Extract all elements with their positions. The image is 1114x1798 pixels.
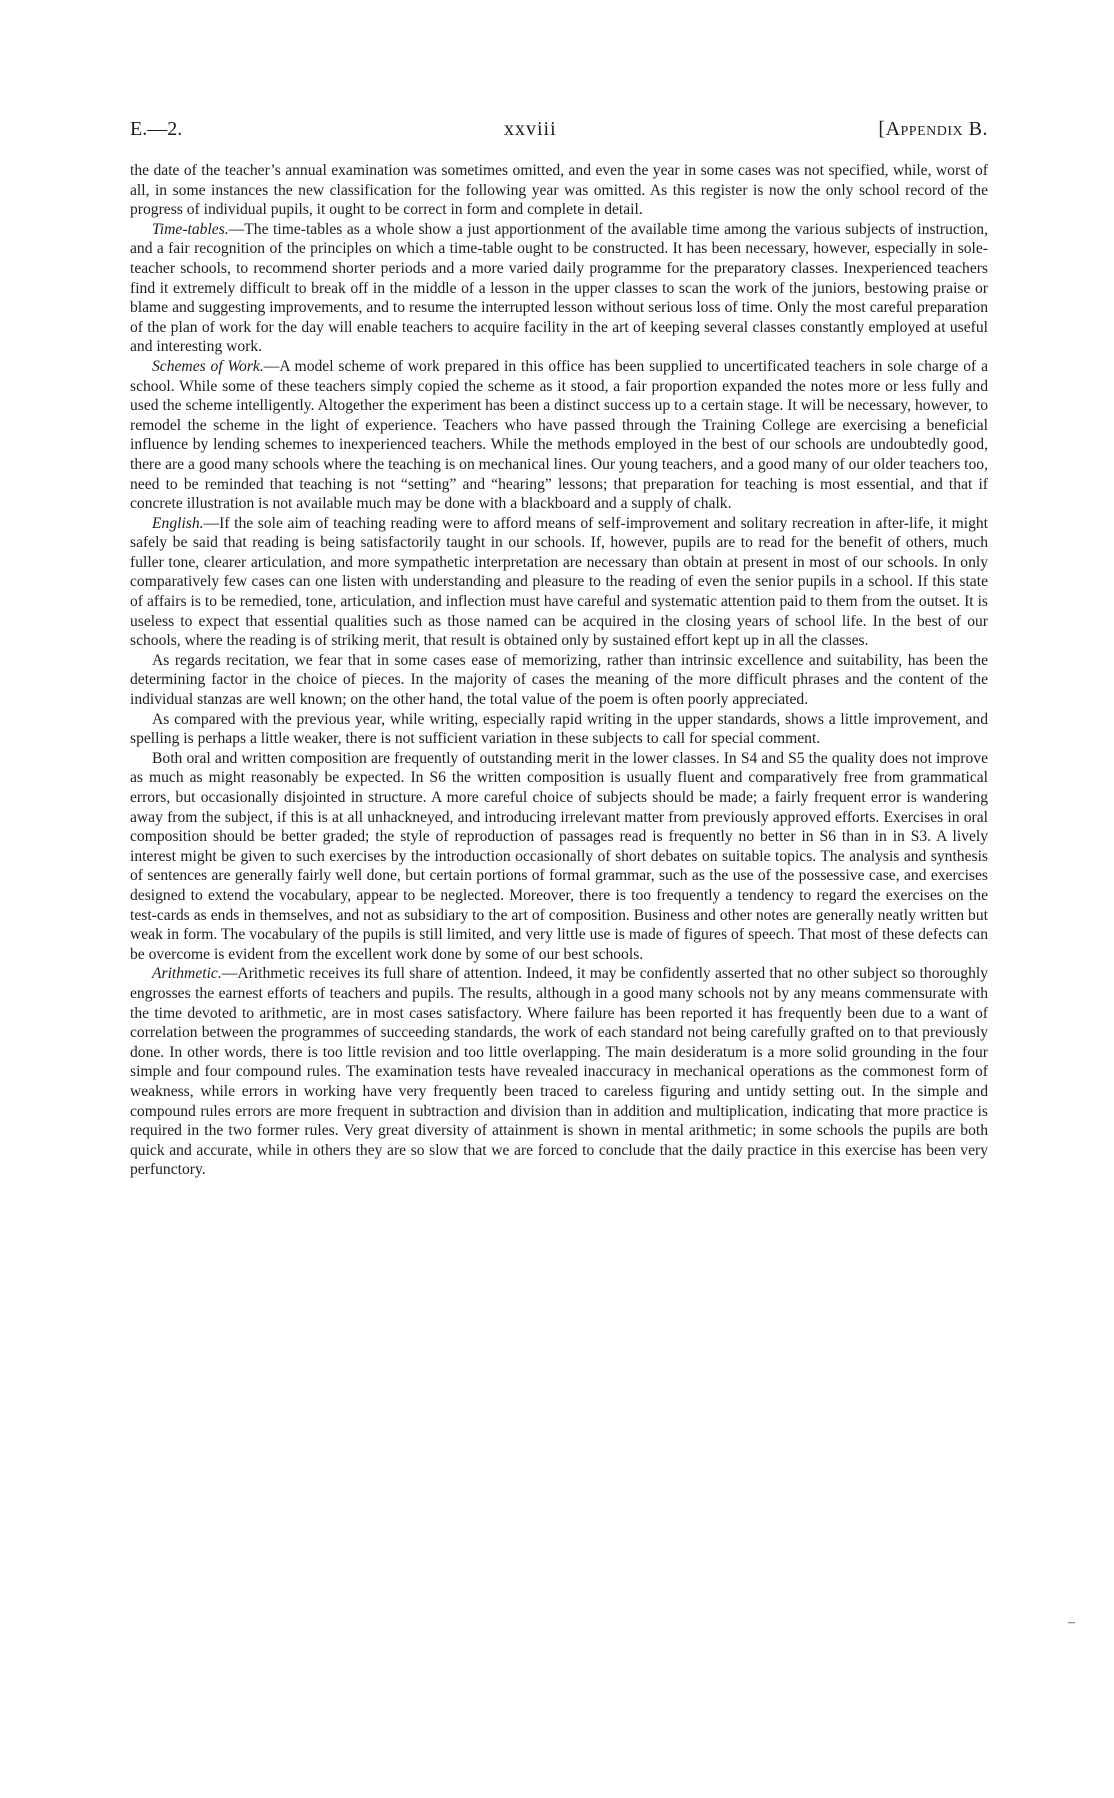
paragraph-writing: As compared with the previous year, while writing, especially rapid writing in the upper standards, shows a little improvement, and spelling is perhaps a little weaker, there is not sufficient variation in these subjects to call for special comment.: [130, 710, 988, 748]
paragraph-english: English.—If the sole aim of teaching reading were to afford means of self-improvement and solitary recreation in after-life, it might safely be said that reading is being satisfactorily taught in our schools. If, however, pupils are to read for the benefit of others, much fuller tone, clearer articulation, and more sympathetic interpretation are necessary than obtain at present in most of our schools. In only comparatively few cases can one listen with understanding and pleasure to the reading of even the senior pupils in a school. If this state of affairs is to be remedied, tone, articulation, and inflection must have careful and systematic attention paid to them from the outset. It is useless to expect that essential qualities such as those named can be acquired in the closing years of school life. In the best of our schools, where the reading is of striking merit, that result is obtained only by sustained effort kept up in all the classes.: [130, 514, 988, 650]
paragraph-recitation: As regards recitation, we fear that in some cases ease of memorizing, rather than intrinsic excellence and suitability, has been the determining factor in the choice of pieces. In the majority of cases the meaning of the more difficult phrases and the content of the individual stanzas are well known; on the other hand, the total value of the poem is often poorly appreciated.: [130, 651, 988, 709]
section-heading-schemes-of-work: Schemes of Work.: [152, 357, 264, 375]
section-heading-english: English.: [152, 514, 204, 532]
paragraph-arithmetic: Arithmetic.—Arithmetic receives its full share of attention. Indeed, it may be confidently asserted that no other subject so thoroughly engrosses the earnest efforts of teachers and pupils. The results, although in a good many schools not by any means commensurate with the time devoted to arithmetic, are in most cases satisfactory. Where failure has been reported it has frequently been due to a want of correlation between the programmes of succeeding standards, the work of each standard not being carefully grafted on to that previously done. In other words, there is too little revision and too little overlapping. The main desideratum is a more solid grounding in the four simple and four compound rules. The examination tests have revealed inaccuracy in mechanical operations as the commonest form of weakness, while errors in working have very frequently been traced to careless figuring and untidy setting out. In the simple and compound rules errors are more frequent in subtraction and division than in addition and multiplication, indicating that more practice is required in the two former rules. Very great diversity of attainment is shown in mental arithmetic; in some schools the pupils are both quick and accurate, while in others they are so slow that we are forced to conclude that the daily practice in this exercise has been very perfunctory.: [130, 965, 988, 1179]
section-heading-time-tables: Time-tables.: [152, 220, 229, 238]
paragraph-time-tables: Time-tables.—The time-tables as a whole show a just apportionment of the available time among the various subjects of instruction, and a fair recognition of the principles on which a time-table ought to be constructed. It has been necessary, however, especially in sole-teacher schools, to recommend shorter periods and a more varied daily programme for the preparatory classes. Inexperienced teachers find it extremely difficult to break off in the middle of a lesson in the upper classes to scan the work of the juniors, bestowing praise or blame and suggesting improvements, and to resume the interrupted lesson without serious loss of time. Only the most careful preparation of the plan of work for the day will enable teachers to acquire facility in the art of keeping several classes constantly employed at useful and interesting work.: [130, 220, 988, 356]
paragraph-schemes-of-work: Schemes of Work.—A model scheme of work prepared in this office has been supplied to uncertificated teachers in sole charge of a school. While some of these teachers simply copied the scheme as it stood, a fair proportion expanded the notes more or less fully and used the scheme intelligently. Altogether the experiment has been a distinct success up to a certain stage. It will be necessary, however, to remodel the scheme in the light of experience. Teachers who have passed through the Training College are exercising a beneficial influence by lending schemes to inexperienced teachers. While the methods employed in the best of our schools are undoubtedly good, there are a good many schools where the teaching is on mechanical lines. Our young teachers, and a good many of our older teachers too, need to be reminded that teaching is not “setting” and “hearing” lessons; that preparation for teaching is most essential, and that if concrete illustration is not available much may be done with a blackboard and a supply of chalk.: [130, 357, 988, 513]
header-appendix: [Appendix B.: [878, 118, 988, 140]
body-text: [130, 161, 988, 1180]
header-reference: E.—2.: [130, 118, 183, 140]
page-number: xxviii: [503, 118, 557, 140]
paragraph-register: the date of the teacher’s annual examination was sometimes omitted, and even the year in some cases was not specified, while, worst of all, in some instances the new classification for the following year was omitted. As this register is now the only school record of the progress of individual pupils, it ought to be correct in form and complete in detail.: [130, 162, 988, 219]
margin-mark: –: [1068, 1615, 1075, 1630]
paragraph-composition: Both oral and written composition are frequently of outstanding merit in the lower classes. In S4 and S5 the quality does not improve as much as might reasonably be expected. In S6 the written composition is usually fluent and comparatively free from grammatical errors, but occasionally disjointed in structure. A more careful choice of subjects should be made; a fairly frequent error is wandering away from the subject, if this is at all unhackneyed, and introducing irrelevant matter from previously approved efforts. Exercises in oral composition should be better graded; the style of reproduction of passages read is frequently no better in S6 than in in S3. A lively interest might be given to such exercises by the introduction occasionally of short debates on suitable topics. The analysis and synthesis of sentences are generally fairly well done, but certain portions of formal grammar, such as the use of the possessive case, and exercises designed to extend the vocabulary, appear to be neglected. Moreover, there is too frequently a tendency to regard the exercises on the test-cards as ends in themselves, and not as subsidiary to the art of composition. Business and other notes are generally neatly written but weak in form. The vocabulary of the pupils is still limited, and very little use is made of figures of speech. That most of these defects can be overcome is evident from the excellent work done by some of our best schools.: [130, 749, 988, 963]
page-header: [130, 118, 988, 141]
document-page: [130, 118, 988, 1180]
section-heading-arithmetic: Arithmetic.: [152, 965, 222, 983]
